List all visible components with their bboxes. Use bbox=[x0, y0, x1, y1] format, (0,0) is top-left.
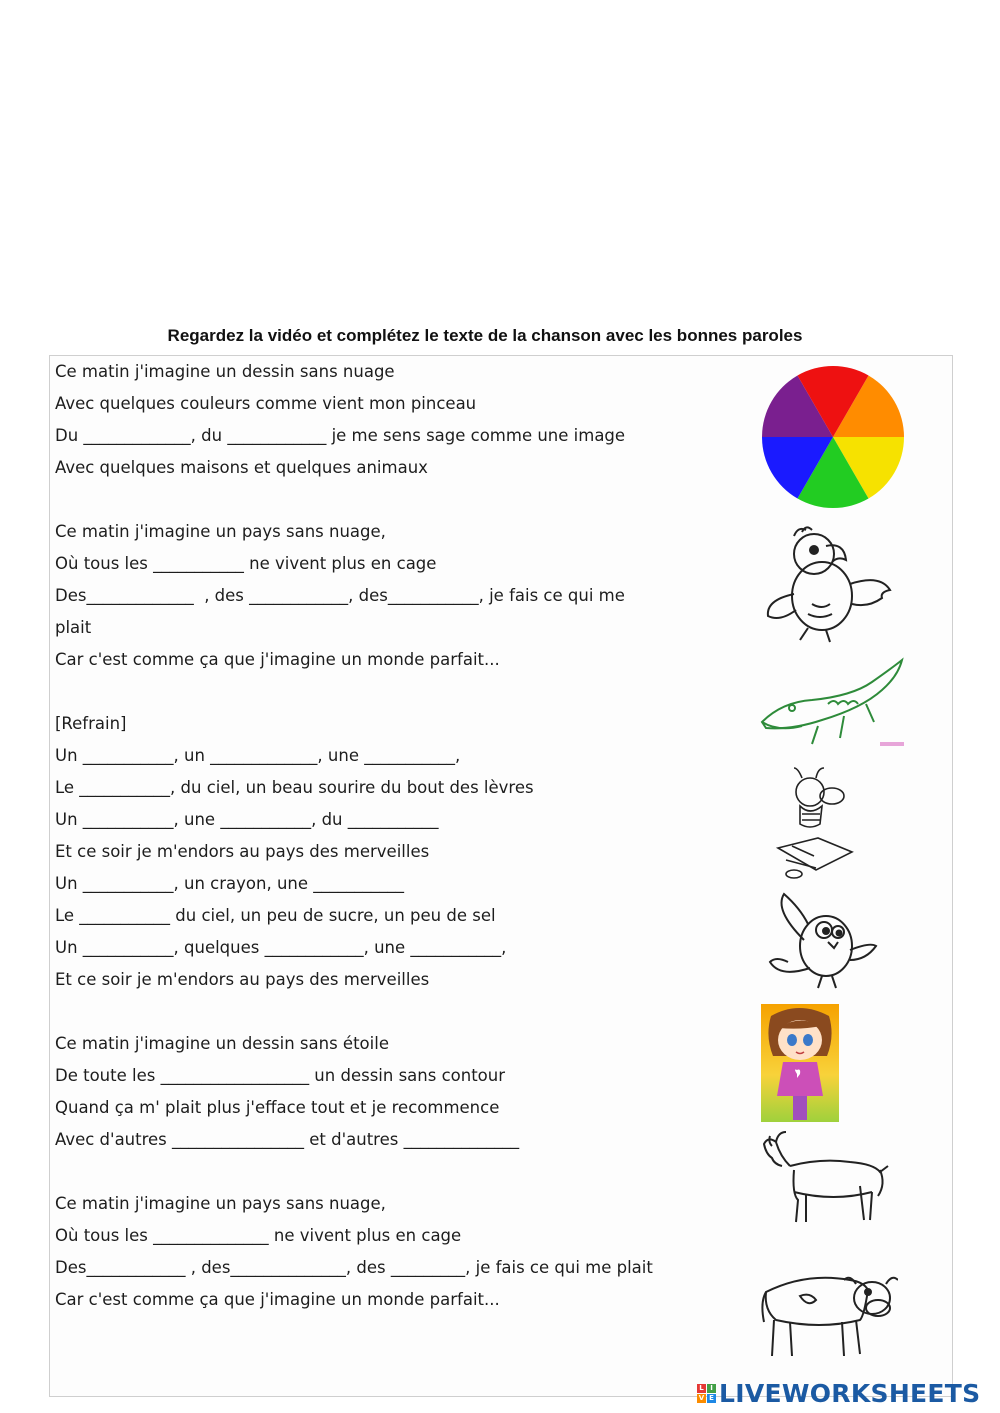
lyric-line bbox=[55, 680, 755, 712]
goat-icon bbox=[760, 1130, 894, 1226]
lyric-line: Et ce soir je m'endors au pays des merveilles bbox=[55, 842, 430, 861]
crocodile-icon bbox=[758, 656, 910, 752]
lyric-line: Où tous les ______________ ne vivent plus en cage bbox=[55, 1226, 462, 1245]
lyric-line bbox=[55, 1000, 755, 1032]
lyrics-text bbox=[55, 360, 755, 1320]
lyric-line: Un ___________, une ___________, du ___________ bbox=[55, 810, 439, 829]
color-wheel-icon bbox=[760, 364, 906, 510]
lyric-line: De toute les __________________ un dessin sans contour bbox=[55, 1066, 506, 1085]
logo-letter: V bbox=[698, 1394, 705, 1402]
lyric-line: Un ___________, quelques ____________, une ___________, bbox=[55, 938, 507, 957]
girl-icon bbox=[761, 1004, 839, 1122]
lyric-line: Et ce soir je m'endors au pays des merveilles bbox=[55, 970, 430, 989]
lyric-line: Des____________ , des______________, des _________, je fais ce qui me plait bbox=[55, 1258, 653, 1277]
logo-grid-icon bbox=[697, 1384, 716, 1403]
lyric-line: Le ___________, du ciel, un beau sourire du bout des lèvres bbox=[55, 778, 534, 797]
lyric-line: Car c'est comme ça que j'imagine un monde parfait... bbox=[55, 650, 500, 669]
lyric-line: Avec d'autres ________________ et d'autres ______________ bbox=[55, 1130, 520, 1149]
lyric-line: Quand ça m' plait plus j'efface tout et je recommence bbox=[55, 1098, 500, 1117]
logo-letter: E bbox=[707, 1394, 716, 1403]
lyric-line: Avec quelques couleurs comme vient mon pinceau bbox=[55, 394, 477, 413]
lyric-line: Car c'est comme ça que j'imagine un monde parfait... bbox=[55, 1290, 500, 1309]
lyric-line: Ce matin j'imagine un dessin sans étoile bbox=[55, 1034, 389, 1053]
lyric-line: plait bbox=[55, 618, 92, 637]
bird-icon bbox=[764, 890, 880, 994]
lyric-line: Ce matin j'imagine un pays sans nuage, bbox=[55, 522, 386, 541]
logo-letter: L bbox=[697, 1384, 706, 1393]
worksheet-title: Regardez la vidéo et complétez le texte de la chanson avec les bonnes paroles bbox=[167, 326, 803, 345]
lyric-line: Un ___________, un _____________, une ___________, bbox=[55, 746, 461, 765]
bee-icon bbox=[772, 766, 858, 882]
lyric-line bbox=[55, 488, 755, 520]
lyric-line: Un ___________, un crayon, une ___________ bbox=[55, 874, 405, 893]
lyric-line: Des_____________ , des ____________, des___________, je fais ce qui me bbox=[55, 586, 625, 605]
lyric-line: Du _____________, du ____________ je me sens sage comme une image bbox=[55, 426, 626, 445]
lyric-line: [Refrain] bbox=[55, 714, 127, 733]
lyric-line: Ce matin j'imagine un pays sans nuage, bbox=[55, 1194, 386, 1213]
lyric-line: Où tous les ___________ ne vivent plus en cage bbox=[55, 554, 437, 573]
lyric-line: Le ___________ du ciel, un peu de sucre, un peu de sel bbox=[55, 906, 496, 925]
logo-letter: I bbox=[707, 1384, 716, 1393]
lyric-line bbox=[55, 1160, 755, 1192]
liveworksheets-logo bbox=[697, 1378, 980, 1408]
parrot-icon bbox=[764, 524, 904, 644]
lyric-line: Ce matin j'imagine un dessin sans nuage bbox=[55, 362, 395, 381]
lyric-line: Avec quelques maisons et quelques animaux bbox=[55, 458, 428, 477]
brand-name: LIVEWORKSHEETS bbox=[719, 1378, 981, 1408]
cow-icon bbox=[760, 1262, 898, 1362]
